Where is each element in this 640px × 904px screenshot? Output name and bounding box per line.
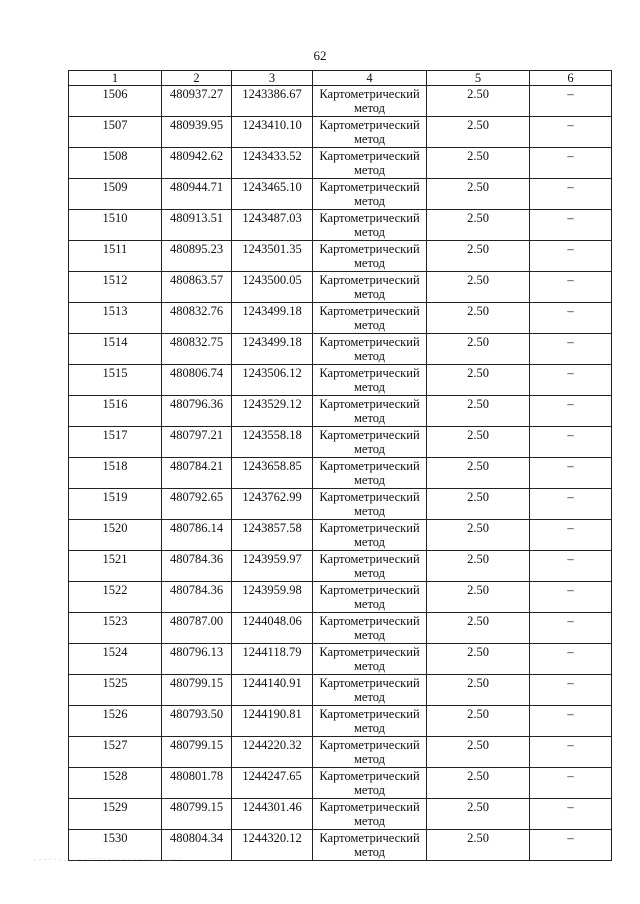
point-number-cell: 1516 bbox=[69, 396, 162, 427]
note-cell: – bbox=[530, 179, 612, 210]
method-cell: Картометрический метод bbox=[313, 427, 427, 458]
page-number: 62 bbox=[313, 48, 327, 63]
note-cell: – bbox=[530, 551, 612, 582]
table-row bbox=[69, 117, 612, 148]
x-coordinate-cell: 480786.14 bbox=[162, 520, 232, 551]
method-cell: Картометрический метод bbox=[313, 241, 427, 272]
x-coordinate-cell: 480797.21 bbox=[162, 427, 232, 458]
accuracy-cell: 2.50 bbox=[427, 148, 530, 179]
x-coordinate-cell: 480796.36 bbox=[162, 396, 232, 427]
accuracy-cell: 2.50 bbox=[427, 582, 530, 613]
table-body bbox=[69, 86, 612, 861]
method-cell: Картометрический метод bbox=[313, 582, 427, 613]
table-row bbox=[69, 272, 612, 303]
table-row bbox=[69, 768, 612, 799]
accuracy-cell: 2.50 bbox=[427, 179, 530, 210]
method-cell: Картометрический метод bbox=[313, 148, 427, 179]
table-row bbox=[69, 365, 612, 396]
x-coordinate-cell: 480939.95 bbox=[162, 117, 232, 148]
y-coordinate-cell: 1243501.35 bbox=[232, 241, 313, 272]
note-cell: – bbox=[530, 365, 612, 396]
method-cell: Картометрический метод bbox=[313, 675, 427, 706]
point-number-cell: 1528 bbox=[69, 768, 162, 799]
accuracy-cell: 2.50 bbox=[427, 241, 530, 272]
header-col-5: 5 bbox=[427, 71, 530, 86]
table-row bbox=[69, 86, 612, 117]
x-coordinate-cell: 480895.23 bbox=[162, 241, 232, 272]
y-coordinate-cell: 1243499.18 bbox=[232, 303, 313, 334]
note-cell: – bbox=[530, 272, 612, 303]
x-coordinate-cell: 480799.15 bbox=[162, 799, 232, 830]
note-cell: – bbox=[530, 644, 612, 675]
accuracy-cell: 2.50 bbox=[427, 768, 530, 799]
x-coordinate-cell: 480942.62 bbox=[162, 148, 232, 179]
note-cell: – bbox=[530, 148, 612, 179]
accuracy-cell: 2.50 bbox=[427, 210, 530, 241]
accuracy-cell: 2.50 bbox=[427, 272, 530, 303]
method-cell: Картометрический метод bbox=[313, 179, 427, 210]
y-coordinate-cell: 1244048.06 bbox=[232, 613, 313, 644]
y-coordinate-cell: 1243959.97 bbox=[232, 551, 313, 582]
method-cell: Картометрический метод bbox=[313, 210, 427, 241]
accuracy-cell: 2.50 bbox=[427, 458, 530, 489]
method-cell: Картометрический метод bbox=[313, 396, 427, 427]
method-cell: Картометрический метод bbox=[313, 520, 427, 551]
table-row bbox=[69, 582, 612, 613]
y-coordinate-cell: 1244301.46 bbox=[232, 799, 313, 830]
method-cell: Картометрический метод bbox=[313, 458, 427, 489]
table-row bbox=[69, 706, 612, 737]
accuracy-cell: 2.50 bbox=[427, 303, 530, 334]
note-cell: – bbox=[530, 117, 612, 148]
accuracy-cell: 2.50 bbox=[427, 86, 530, 117]
accuracy-cell: 2.50 bbox=[427, 675, 530, 706]
point-number-cell: 1508 bbox=[69, 148, 162, 179]
y-coordinate-cell: 1243487.03 bbox=[232, 210, 313, 241]
point-number-cell: 1520 bbox=[69, 520, 162, 551]
y-coordinate-cell: 1243386.67 bbox=[232, 86, 313, 117]
method-cell: Картометрический метод bbox=[313, 551, 427, 582]
x-coordinate-cell: 480793.50 bbox=[162, 706, 232, 737]
note-cell: – bbox=[530, 582, 612, 613]
note-cell: – bbox=[530, 396, 612, 427]
header-col-2: 2 bbox=[162, 71, 232, 86]
y-coordinate-cell: 1243410.10 bbox=[232, 117, 313, 148]
point-number-cell: 1506 bbox=[69, 86, 162, 117]
point-number-cell: 1511 bbox=[69, 241, 162, 272]
note-cell: – bbox=[530, 303, 612, 334]
y-coordinate-cell: 1243558.18 bbox=[232, 427, 313, 458]
accuracy-cell: 2.50 bbox=[427, 830, 530, 861]
accuracy-cell: 2.50 bbox=[427, 520, 530, 551]
x-coordinate-cell: 480784.36 bbox=[162, 551, 232, 582]
scan-artifact bbox=[32, 850, 182, 866]
point-number-cell: 1517 bbox=[69, 427, 162, 458]
y-coordinate-cell: 1243959.98 bbox=[232, 582, 313, 613]
point-number-cell: 1507 bbox=[69, 117, 162, 148]
x-coordinate-cell: 480784.36 bbox=[162, 582, 232, 613]
table-row bbox=[69, 458, 612, 489]
accuracy-cell: 2.50 bbox=[427, 427, 530, 458]
method-cell: Картометрический метод bbox=[313, 737, 427, 768]
x-coordinate-cell: 480913.51 bbox=[162, 210, 232, 241]
y-coordinate-cell: 1243857.58 bbox=[232, 520, 313, 551]
note-cell: – bbox=[530, 86, 612, 117]
table-row bbox=[69, 210, 612, 241]
note-cell: – bbox=[530, 799, 612, 830]
table-row bbox=[69, 179, 612, 210]
method-cell: Картометрический метод bbox=[313, 644, 427, 675]
x-coordinate-cell: 480787.00 bbox=[162, 613, 232, 644]
header-col-4: 4 bbox=[313, 71, 427, 86]
x-coordinate-cell: 480806.74 bbox=[162, 365, 232, 396]
accuracy-cell: 2.50 bbox=[427, 365, 530, 396]
y-coordinate-cell: 1244140.91 bbox=[232, 675, 313, 706]
table-header bbox=[69, 71, 612, 86]
point-number-cell: 1510 bbox=[69, 210, 162, 241]
point-number-cell: 1524 bbox=[69, 644, 162, 675]
point-number-cell: 1509 bbox=[69, 179, 162, 210]
x-coordinate-cell: 480799.15 bbox=[162, 737, 232, 768]
point-number-cell: 1527 bbox=[69, 737, 162, 768]
y-coordinate-cell: 1243506.12 bbox=[232, 365, 313, 396]
table-row bbox=[69, 303, 612, 334]
y-coordinate-cell: 1243529.12 bbox=[232, 396, 313, 427]
point-number-cell: 1526 bbox=[69, 706, 162, 737]
y-coordinate-cell: 1244320.12 bbox=[232, 830, 313, 861]
table-row bbox=[69, 737, 612, 768]
accuracy-cell: 2.50 bbox=[427, 334, 530, 365]
y-coordinate-cell: 1243499.18 bbox=[232, 334, 313, 365]
method-cell: Картометрический метод bbox=[313, 117, 427, 148]
point-number-cell: 1519 bbox=[69, 489, 162, 520]
accuracy-cell: 2.50 bbox=[427, 706, 530, 737]
note-cell: – bbox=[530, 706, 612, 737]
header-col-6: 6 bbox=[530, 71, 612, 86]
y-coordinate-cell: 1243433.52 bbox=[232, 148, 313, 179]
table-row bbox=[69, 489, 612, 520]
note-cell: – bbox=[530, 427, 612, 458]
accuracy-cell: 2.50 bbox=[427, 737, 530, 768]
x-coordinate-cell: 480804.34 bbox=[162, 830, 232, 861]
x-coordinate-cell: 480801.78 bbox=[162, 768, 232, 799]
x-coordinate-cell: 480832.76 bbox=[162, 303, 232, 334]
table-row bbox=[69, 396, 612, 427]
y-coordinate-cell: 1244247.65 bbox=[232, 768, 313, 799]
point-number-cell: 1523 bbox=[69, 613, 162, 644]
accuracy-cell: 2.50 bbox=[427, 489, 530, 520]
method-cell: Картометрический метод bbox=[313, 303, 427, 334]
note-cell: – bbox=[530, 737, 612, 768]
note-cell: – bbox=[530, 768, 612, 799]
note-cell: – bbox=[530, 458, 612, 489]
method-cell: Картометрический метод bbox=[313, 799, 427, 830]
point-number-cell: 1512 bbox=[69, 272, 162, 303]
y-coordinate-cell: 1243762.99 bbox=[232, 489, 313, 520]
point-number-cell: 1518 bbox=[69, 458, 162, 489]
accuracy-cell: 2.50 bbox=[427, 551, 530, 582]
method-cell: Картометрический метод bbox=[313, 365, 427, 396]
accuracy-cell: 2.50 bbox=[427, 613, 530, 644]
x-coordinate-cell: 480792.65 bbox=[162, 489, 232, 520]
method-cell: Картометрический метод bbox=[313, 613, 427, 644]
table-row bbox=[69, 148, 612, 179]
note-cell: – bbox=[530, 613, 612, 644]
coordinates-table bbox=[68, 70, 612, 861]
y-coordinate-cell: 1244220.32 bbox=[232, 737, 313, 768]
accuracy-cell: 2.50 bbox=[427, 117, 530, 148]
accuracy-cell: 2.50 bbox=[427, 644, 530, 675]
note-cell: – bbox=[530, 210, 612, 241]
method-cell: Картометрический метод bbox=[313, 489, 427, 520]
x-coordinate-cell: 480784.21 bbox=[162, 458, 232, 489]
note-cell: – bbox=[530, 241, 612, 272]
table-row bbox=[69, 675, 612, 706]
method-cell: Картометрический метод bbox=[313, 272, 427, 303]
y-coordinate-cell: 1243465.10 bbox=[232, 179, 313, 210]
x-coordinate-cell: 480944.71 bbox=[162, 179, 232, 210]
table-row bbox=[69, 551, 612, 582]
method-cell: Картометрический метод bbox=[313, 768, 427, 799]
note-cell: – bbox=[530, 675, 612, 706]
table-row bbox=[69, 241, 612, 272]
table-row bbox=[69, 799, 612, 830]
note-cell: – bbox=[530, 489, 612, 520]
point-number-cell: 1514 bbox=[69, 334, 162, 365]
header-row bbox=[69, 71, 612, 86]
table-row bbox=[69, 520, 612, 551]
y-coordinate-cell: 1243658.85 bbox=[232, 458, 313, 489]
x-coordinate-cell: 480796.13 bbox=[162, 644, 232, 675]
y-coordinate-cell: 1244190.81 bbox=[232, 706, 313, 737]
method-cell: Картометрический метод bbox=[313, 86, 427, 117]
point-number-cell: 1529 bbox=[69, 799, 162, 830]
x-coordinate-cell: 480799.15 bbox=[162, 675, 232, 706]
point-number-cell: 1515 bbox=[69, 365, 162, 396]
table-row bbox=[69, 427, 612, 458]
table-row bbox=[69, 613, 612, 644]
method-cell: Картометрический метод bbox=[313, 706, 427, 737]
note-cell: – bbox=[530, 334, 612, 365]
method-cell: Картометрический метод bbox=[313, 334, 427, 365]
accuracy-cell: 2.50 bbox=[427, 799, 530, 830]
y-coordinate-cell: 1244118.79 bbox=[232, 644, 313, 675]
x-coordinate-cell: 480832.75 bbox=[162, 334, 232, 365]
point-number-cell: 1521 bbox=[69, 551, 162, 582]
accuracy-cell: 2.50 bbox=[427, 396, 530, 427]
header-col-1: 1 bbox=[69, 71, 162, 86]
point-number-cell: 1530 bbox=[69, 830, 162, 861]
table-row bbox=[69, 644, 612, 675]
method-cell: Картометрический метод bbox=[313, 830, 427, 861]
table-row bbox=[69, 334, 612, 365]
point-number-cell: 1525 bbox=[69, 675, 162, 706]
x-coordinate-cell: 480937.27 bbox=[162, 86, 232, 117]
x-coordinate-cell: 480863.57 bbox=[162, 272, 232, 303]
note-cell: – bbox=[530, 830, 612, 861]
note-cell: – bbox=[530, 520, 612, 551]
point-number-cell: 1522 bbox=[69, 582, 162, 613]
point-number-cell: 1513 bbox=[69, 303, 162, 334]
header-col-3: 3 bbox=[232, 71, 313, 86]
y-coordinate-cell: 1243500.05 bbox=[232, 272, 313, 303]
